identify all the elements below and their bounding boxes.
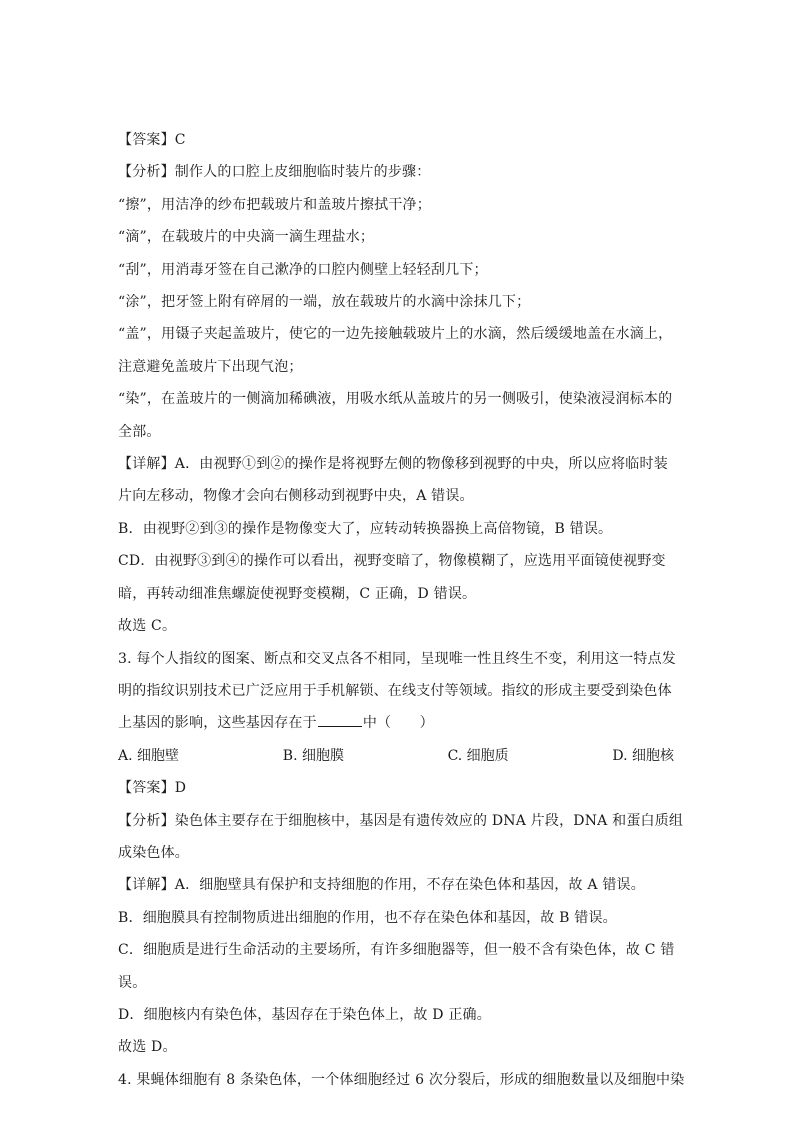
option-c: C. 细胞质 — [447, 747, 509, 764]
question-3-line — [118, 707, 674, 739]
detail-line: D．细胞核内有染色体，基因存在于染色体上，故 D 正确。 — [118, 1006, 491, 1023]
detail-line: 【详解】A．由视野①到②的操作是将视野左侧的物像移到视野的中央，所以应将临时装 — [118, 456, 668, 473]
detail-line: C．细胞质是进行生命活动的主要场所，有许多细胞器等，但一般不含有染色体，故 C 错 — [118, 942, 675, 959]
analysis-line: 【分析】染色体主要存在于细胞核中，基因是有遗传效应的 DNA 片段，DNA 和蛋白质组 — [118, 812, 684, 829]
detail-line: 【详解】A．细胞壁具有保护和支持细胞的作用，不存在染色体和基因，故 A 错误。 — [118, 877, 645, 894]
option-a: A. 细胞壁 — [118, 747, 180, 764]
question-3-text: 上基因的影响，这些基因存在于 — [118, 715, 317, 732]
step-line: “染”，在盖玻片的一侧滴加稀碘液，用吸水纸从盖玻片的另一侧吸引，使染液浸润标本的 — [118, 391, 673, 408]
answer-label-2: 【答案】D — [118, 780, 187, 797]
option-b: B. 细胞膜 — [282, 747, 344, 764]
step-line: 注意避免盖玻片下出现气泡； — [118, 358, 303, 375]
step-line: “刮”，用消毒牙签在自己漱净的口腔内侧壁上轻轻刮几下； — [118, 261, 488, 278]
step-line: “涂”，把牙签上附有碎屑的一端，放在载玻片的水滴中涂抹几下； — [118, 294, 531, 311]
detail-line: 误。 — [118, 974, 147, 991]
document-page — [118, 124, 685, 1096]
step-line: “盖”，用镊子夹起盖玻片，使它的一边先接触载玻片上的水滴，然后缓缓地盖在水滴上， — [118, 326, 673, 343]
step-line: 全部。 — [118, 423, 161, 440]
detail-line: B．细胞膜具有控制物质进出细胞的作用，也不存在染色体和基因，故 B 错误。 — [118, 909, 617, 926]
option-d: D. 细胞核 — [612, 747, 674, 764]
step-line: “擦”，用洁净的纱布把载玻片和盖玻片擦拭干净； — [118, 196, 431, 213]
conclusion-line: 故选 C。 — [118, 618, 177, 635]
question-3-line: 3. 每个人指纹的图案、断点和交叉点各不相同，呈现唯一性且终生不变，利用这一特点发 — [118, 650, 677, 667]
conclusion-line: 故选 D。 — [118, 1039, 177, 1056]
step-line: “滴”，在载玻片的中央滴一滴生理盐水； — [118, 229, 375, 246]
detail-line: 暗，再转动细准焦螺旋使视野变模糊，C 正确，D 错误。 — [118, 585, 477, 602]
question-3-text: 中（ ） — [362, 715, 434, 732]
detail-line: B．由视野②到③的操作是物像变大了，应转动转换器换上高倍物镜，B 错误。 — [118, 520, 613, 537]
question-3-line: 明的指纹识别技术已广泛应用于手机解锁、在线支付等领域。指纹的形成主要受到染色体 — [118, 682, 672, 699]
analysis-title-1: 【分析】制作人的口腔上皮细胞临时装片的步骤： — [118, 164, 431, 181]
analysis-line: 成染色体。 — [118, 844, 189, 861]
question-3-options — [118, 740, 674, 772]
detail-line: CD．由视野③到④的操作可以看出，视野变暗了，物像模糊了，应选用平面镜使视野变 — [118, 553, 666, 570]
answer-label-1: 【答案】C — [118, 132, 186, 148]
fill-blank — [318, 712, 362, 727]
detail-line: 片向左移动，物像才会向右侧移动到视野中央，A 错误。 — [118, 488, 474, 505]
question-4-line: 4. 果蝇体细胞有 8 条染色体，一个体细胞经过 6 次分裂后，形成的细胞数量以及细胞中染 — [118, 1071, 685, 1088]
